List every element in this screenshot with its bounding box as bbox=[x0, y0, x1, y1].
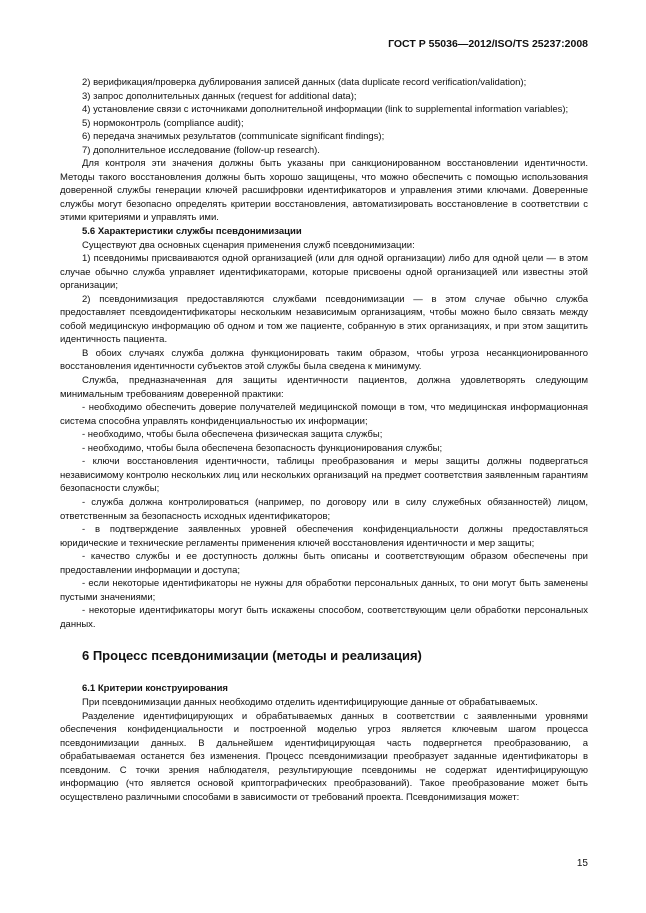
body-paragraph: При псевдонимизации данных необходимо отделить идентифицирующие данные от обрабатываемых. bbox=[82, 696, 538, 708]
list-item: - качество службы и ее доступность должны быть описаны и соответствующим образом обеспечены при предоставлении информации и доступа; bbox=[60, 551, 588, 576]
list-item: 3) запрос дополнительных данных (request for additional data); bbox=[82, 90, 357, 102]
list-item: 6) передача значимых результатов (communicate significant findings); bbox=[82, 131, 385, 143]
list-item: - некоторые идентификаторы могут быть искажены способом, соответствующим цели обработки персональных данных. bbox=[60, 605, 588, 630]
body-paragraph: Служба, предназначенная для защиты идентичности пациентов, должна удовлетворять следующим минимальным требованиям доверенной практики: bbox=[60, 375, 588, 400]
list-item: - служба должна контролироваться (например, по договору или в силу служебных обязанностей) лицом, ответственным за безопасность исходных идентификаторов; bbox=[60, 496, 588, 522]
section-heading-5-6: 5.6 Характеристики службы псевдонимизации bbox=[82, 226, 302, 238]
document-header: ГОСТ Р 55036—2012/ISO/TS 25237:2008 bbox=[388, 38, 588, 50]
page-number: 15 bbox=[576, 858, 588, 869]
list-item: 4) установление связи с источниками дополнительной информации (link to supplemental information variables); bbox=[82, 104, 569, 116]
list-item: - необходимо, чтобы была обеспечена физическая защита службы; bbox=[82, 429, 383, 441]
section-heading-6: 6 Процесс псевдонимизации (методы и реализация) bbox=[82, 648, 422, 664]
list-item: - если некоторые идентификаторы не нужны для обработки персональных данных, то они могут быть заменены пустыми значениями; bbox=[60, 578, 588, 603]
list-item: 1) псевдонимы присваиваются одной организацией (или для одной организации) либо для одной цели — в этом случае обычно служба управляет идентификаторами, которые присвоены одной организацией или известны этой организации; bbox=[60, 253, 588, 292]
list-item: 2) псевдонимизация предоставляются службами псевдонимизации — в этом случае обычно служба предоставляет псевдоидентификаторы нескольким независимым организациям, чтобы можно было связать между собой медицинскую информацию об одном и том же пациенте, собранную в этих организациях, и при этом защитить идентичность пациента. bbox=[60, 293, 588, 346]
list-item: - необходимо, чтобы была обеспечена безопасность функционирования службы; bbox=[82, 442, 443, 454]
body-paragraph: В обоих случаях служба должна функционировать таким образом, чтобы угроза несанкционированного восстановления идентичности субъектов этой службы была сведена к минимуму. bbox=[60, 347, 588, 373]
list-item: 5) нормоконтроль (compliance audit); bbox=[82, 117, 244, 129]
body-paragraph: Разделение идентифицирующих и обрабатываемых данных в соответствии с заявленными уровнями обеспечения конфиденциальности и построенной моделью угроз является ключевым шагом процесса псевдонимизации данных. В дальнейшем идентифицирующая часть подвергнется преобразованию, а обрабатываемая останется без изменения. Процесс псевдонимизации преобразует заданные идентификаторы в псевдоним. С точки зрения наблюдателя, результирующие псевдонимы не содержат идентифицирующую информацию (что является основой криптографических преобразований). Такое преобразование может быть осуществлено различными способами в зависимости от требований проекта. Псевдонимизация может: bbox=[60, 710, 588, 803]
section-heading-6-1: 6.1 Критерии конструирования bbox=[82, 683, 228, 695]
page-content bbox=[60, 76, 588, 804]
body-paragraph: Существуют два основных сценария применения служб псевдонимизации: bbox=[82, 239, 415, 251]
body-paragraph: Для контроля эти значения должны быть указаны при санкционированном восстановлении идентичности. Методы такого восстановления должны быть хорошо защищены, что можно обеспечить с помощью использования доверенной службы генерации ключей расшифровки идентификаторов и управления этими ключами. Доверенные службы могут безопасно определять критерии восстановления, автоматизировать восстановление в соответствии с этими критериями и управлять ими. bbox=[60, 158, 588, 224]
list-item: 7) дополнительное исследование (follow-up research). bbox=[82, 144, 320, 156]
list-item: - необходимо обеспечить доверие получателей медицинской помощи в том, что медицинская информационная система способна управлять конфиденциальностью их информации; bbox=[60, 402, 588, 427]
list-item: 2) верификация/проверка дублирования записей данных (data duplicate record verification/validation); bbox=[82, 77, 527, 88]
list-item: - в подтверждение заявленных уровней обеспечения конфиденциальности должны предоставляться юридические и технические регламенты применения ключей восстановления идентичности и мер защиты; bbox=[60, 524, 588, 549]
list-item: - ключи восстановления идентичности, таблицы преобразования и меры защиты должны подвергаться независимому контролю нескольких лиц или нескольких организаций на предмет соответствия заявленным гарантиям безопасности службы; bbox=[60, 456, 588, 495]
